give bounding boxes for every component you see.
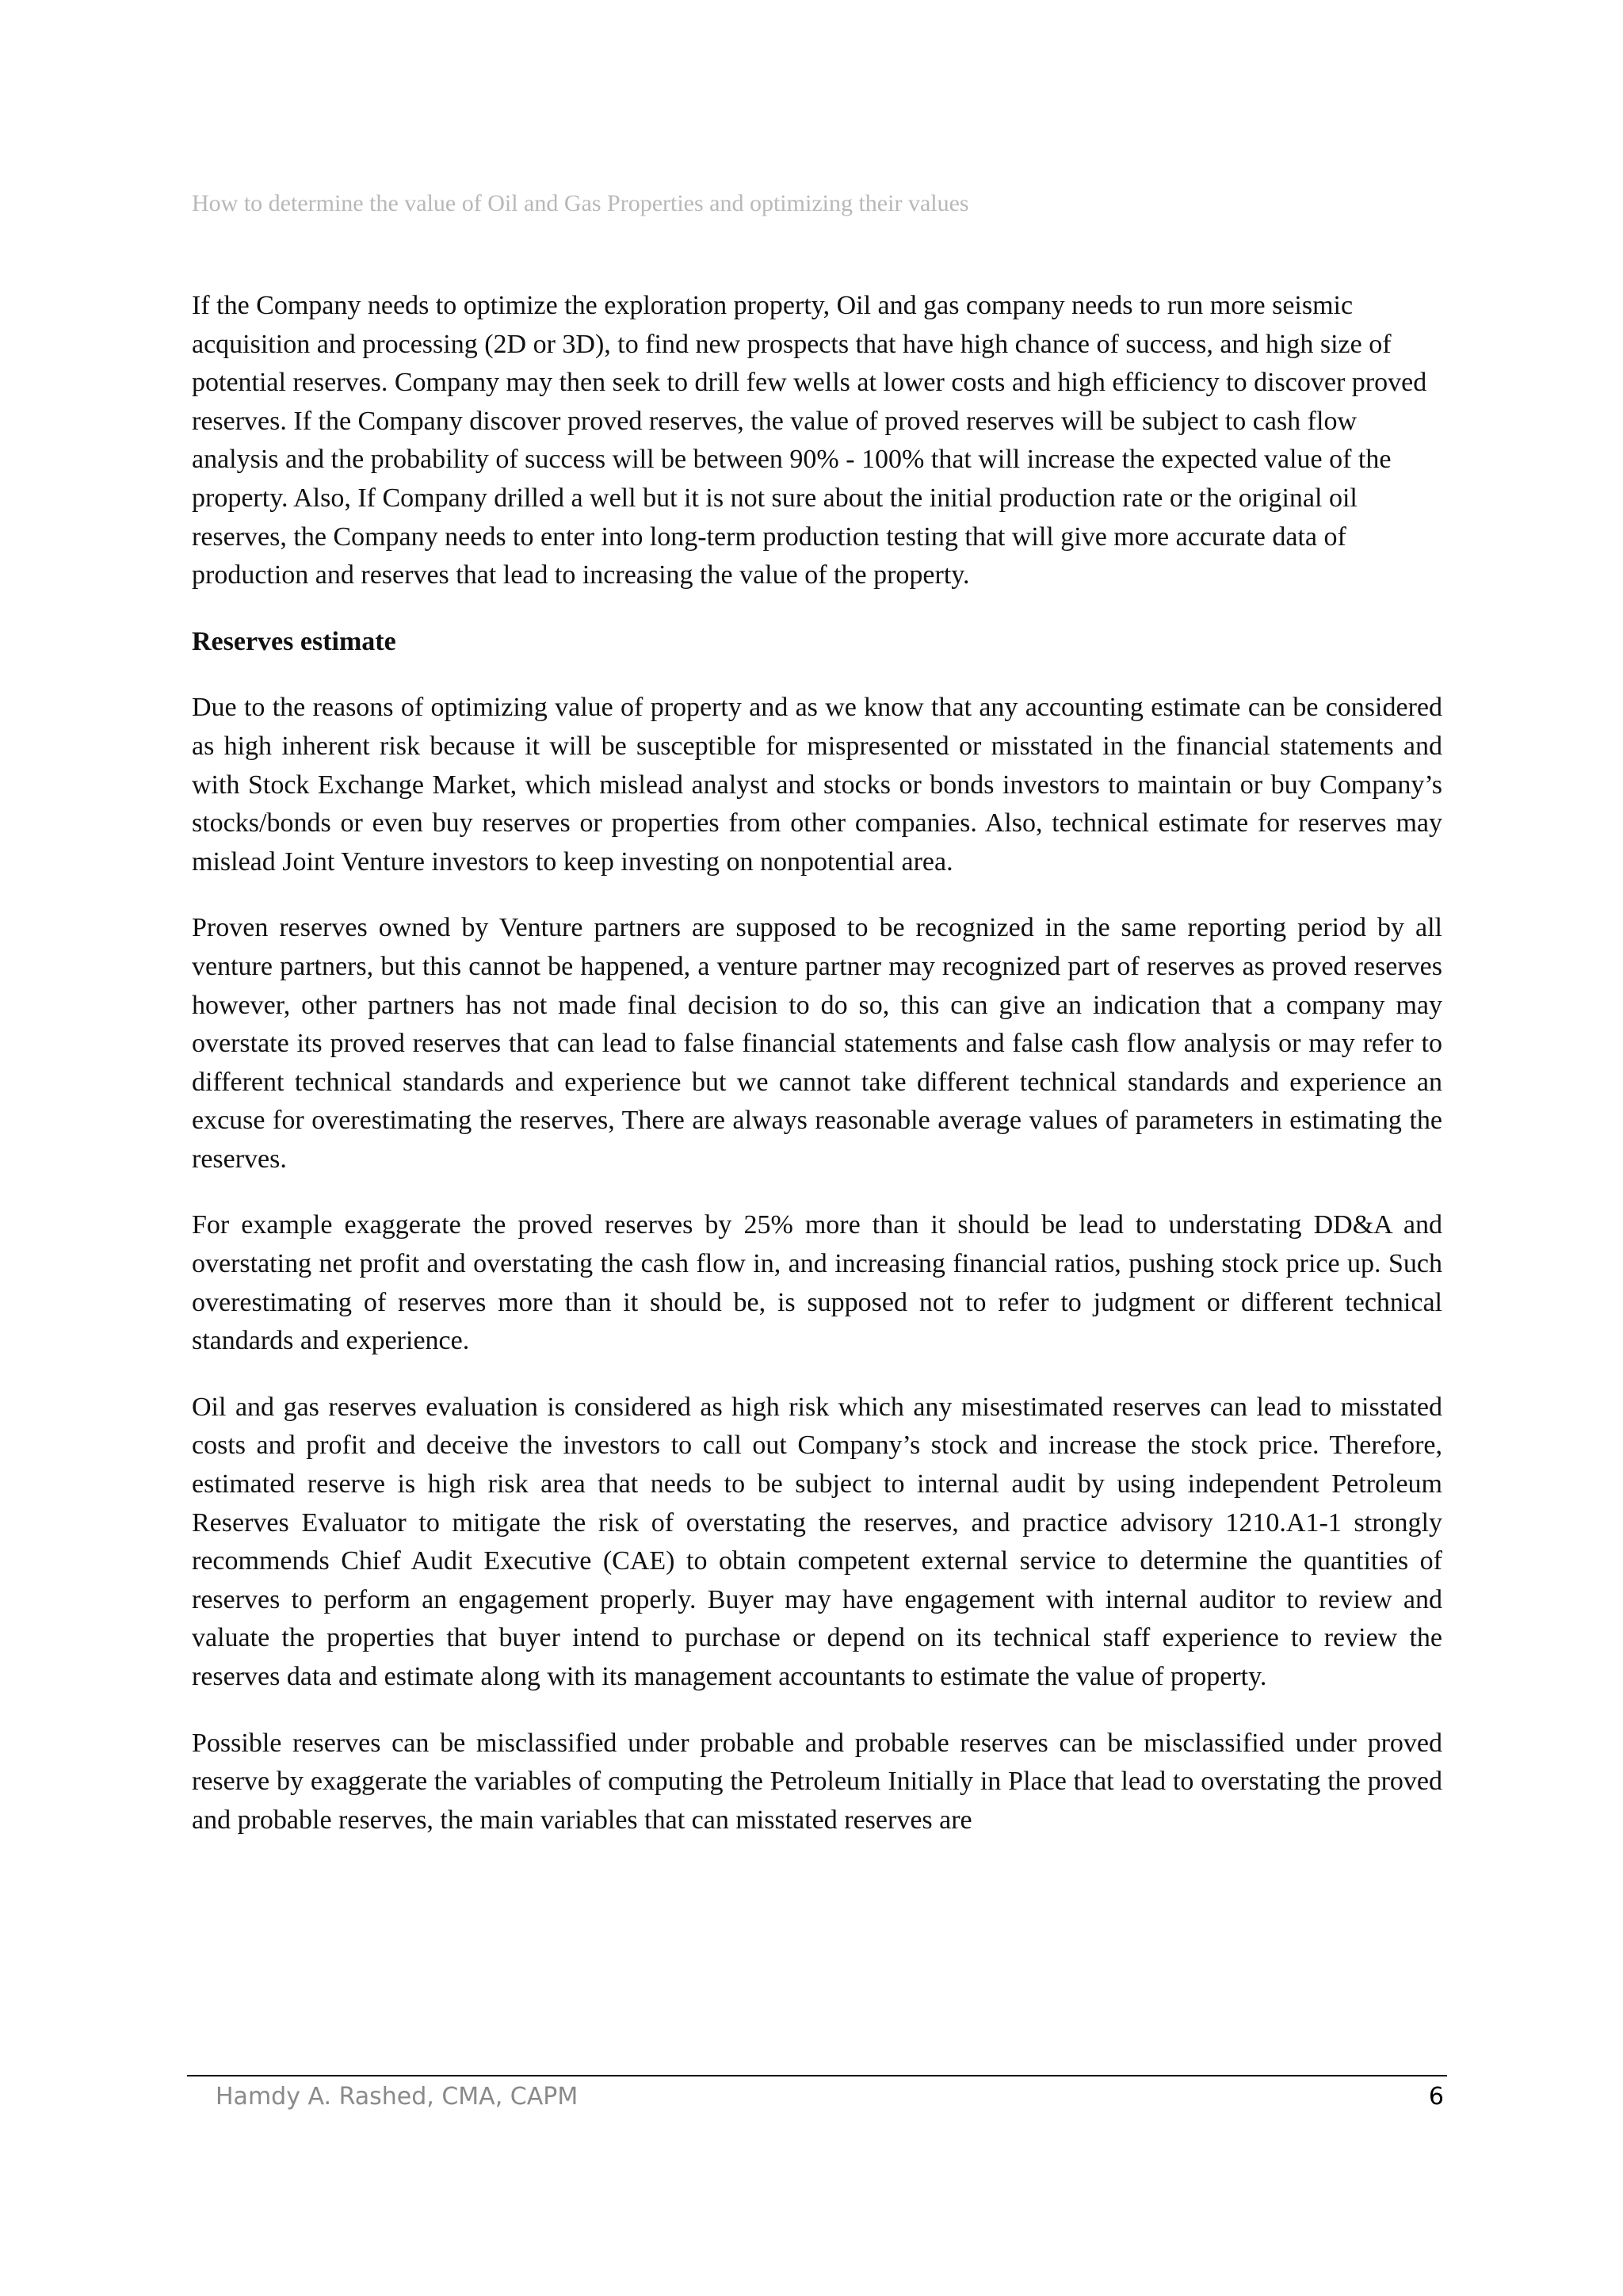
intro-paragraph: If the Company needs to optimize the exploration property, Oil and gas company needs to run more seismic acquisition and processing (2D or 3D), to find new prospects that have high chance of success, and high size of potential reserves. Company may then seek to drill few wells at lower costs and high efficiency to discover proved reserves. If the Company discover proved reserves, the value of proved reserves will be subject to cash flow analysis and the probability of success will be between 90% - 100% that will increase the expected value of the property. Also, If Company drilled a well but it is not sure about the initial production rate or the original oil reserves, the Company needs to enter into long-term production testing that will give more accurate data of production and reserves that lead to increasing the value of the property. <box>192 291 1427 590</box>
running-header: How to determine the value of Oil and Gas Properties and optimizing their values <box>192 190 969 216</box>
footer-author: Hamdy A. Rashed, CMA, CAPM <box>216 2083 579 2111</box>
section-heading-reserves-estimate: Reserves estimate <box>192 626 396 656</box>
paragraph-accounting-estimate-risk: Due to the reasons of optimizing value of property and as we know that any accounting estimate can be considered as high inherent risk because it will be susceptible for mispresented or misstated in the financial statements and with Stock Exchange Market, which mislead analyst and stocks or bonds investors to maintain or buy Company’s stocks/bonds or even buy reserves or properties from other companies. Also, technical estimate for reserves may mislead Joint Venture investors to keep investing on nonpotential area. <box>192 693 1442 877</box>
paragraph-venture-partners: Proven reserves owned by Venture partners are supposed to be recognized in the same reporting period by all venture partners, but this cannot be happened, a venture partner may recognized part of reserves as proved reserves however, other partners has not made final decision to do so, this can give an indication that a company may overstate its proved reserves that can lead to false financial statements and false cash flow analysis or may refer to different technical standards and experience but we cannot take different technical standards and experience an excuse for overestimating the reserves, There are always reasonable average values of parameters in estimating the reserves. <box>192 913 1442 1174</box>
page-number: 6 <box>1428 2083 1444 2111</box>
footer-divider <box>187 2075 1447 2076</box>
paragraph-exaggeration-example: For example exaggerate the proved reserves by 25% more than it should be lead to understating DD&A and overstating net profit and overstating the cash flow in, and increasing financial ratios, pushing stock price up. Such overestimating of reserves more than it should be, is supposed not to refer to judgment or different technical standards and experience. <box>192 1210 1442 1356</box>
paragraph-reserves-evaluation-audit: Oil and gas reserves evaluation is considered as high risk which any misestimated reserves can lead to misstated costs and profit and deceive the investors to call out Company’s stock and increase the stock price. Therefore, estimated reserve is high risk area that needs to be subject to internal audit by using independent Petroleum Reserves Evaluator to mitigate the risk of overstating the reserves, and practice advisory 1210.A1-1 strongly recommends Chief Audit Executive (CAE) to obtain competent external service to determine the quantities of reserves to perform an engagement properly. Buyer may have engagement with internal auditor to review and valuate the properties that buyer intend to purchase or depend on its technical staff experience to review the reserves data and estimate along with its management accountants to estimate the value of property. <box>192 1392 1442 1691</box>
paragraph-misclassification: Possible reserves can be misclassified under probable and probable reserves can be misclassified under proved reserve by exaggerate the variables of computing the Petroleum Initially in Place that lead to overstating the proved and probable reserves, the main variables that can misstated reserves are <box>192 1728 1442 1835</box>
document-body <box>192 287 1442 1867</box>
